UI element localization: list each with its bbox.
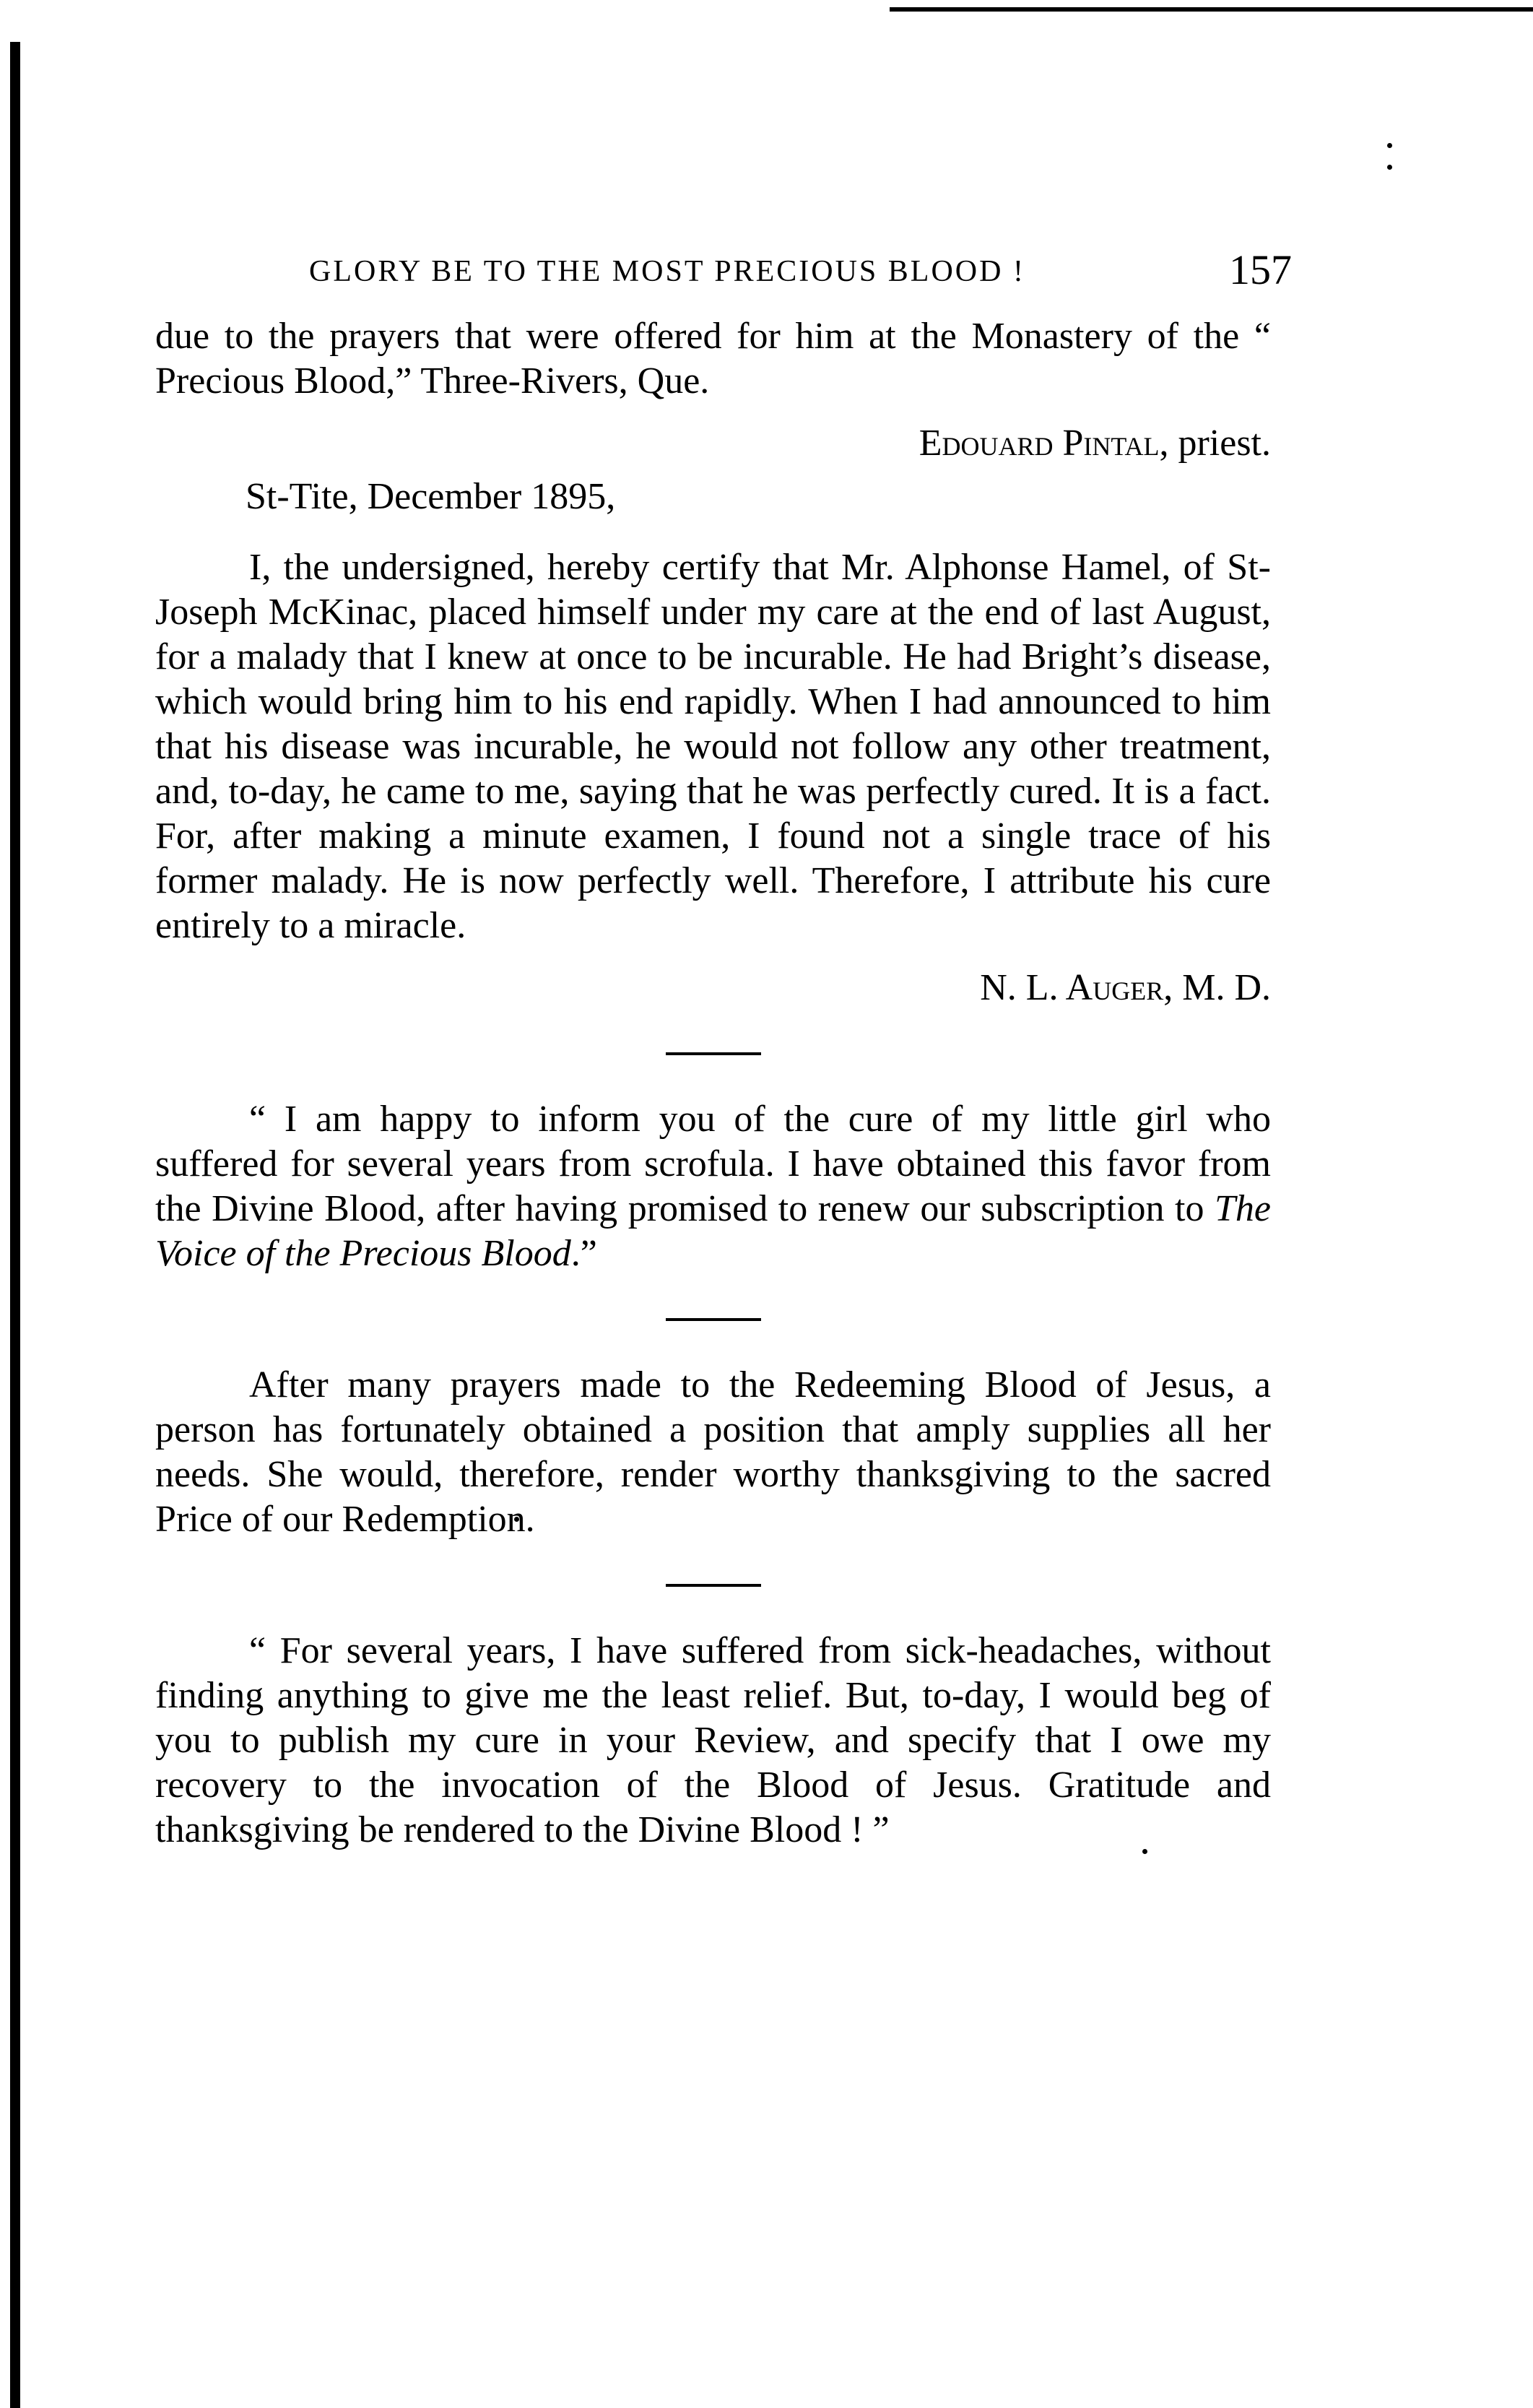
paragraph-headaches: “ For several years, I have suffered from sick-headaches, without finding anything to give me the least relief. But, to-day, I would beg of you to publish my cure in your Review, and specify that I owe my recovery to the invocation of the Blood of Jesus. Gratitude and thanksgiving be rendered to the Divine Blood ! ”	[155, 1630, 1271, 1850]
page-body	[155, 314, 1271, 1853]
section-divider	[666, 1584, 761, 1587]
signature-title: , priest.	[1159, 423, 1271, 464]
section-divider	[666, 1052, 761, 1055]
signature-auger: N. L. Auger, M. D.	[980, 967, 1271, 1008]
speck-mark	[1387, 143, 1392, 148]
dateline: St-Tite, December 1895,	[246, 476, 616, 517]
paragraph-text-end: .”	[570, 1233, 597, 1274]
signature-name: Edouard Pintal	[919, 423, 1160, 464]
paragraph-continued: due to the prayers that were offered for him at the Monastery of the “ Precious Blood,” Three-Rivers, Que.	[155, 316, 1271, 402]
page-number: 157	[1229, 246, 1292, 293]
paragraph-position: After many prayers made to the Redeeming Blood of Jesus, a person has fortunately obtained a position that amply supplies all her needs. She would, therefore, render worthy thanksgiving to the sacred Price of our Redemption.	[155, 1364, 1271, 1540]
section-divider	[666, 1318, 761, 1321]
running-head: GLORY BE TO THE MOST PRECIOUS BLOOD !	[309, 255, 1025, 288]
publication-title: The Voice of the Precious Blood	[155, 1188, 1271, 1274]
paragraph-certificate: I, the undersigned, hereby certify that Mr. Alphonse Hamel, of St-Joseph McKinac, placed himself under my care at the end of last August, for a malady that I knew at once to be incurable. He had Bright’s disease, which would bring him to his end rapidly. When I had announced to him that his disease was incurable, he would not follow any other treatment, and, to-day, he came to me, saying that he was perfectly cured. It is a fact. For, after making a minute examen, I found not a single trace of his former malady. He is now perfectly well. Therefore, I attribute his cure entirely to a miracle.	[155, 547, 1271, 946]
paragraph-scrofula	[155, 1097, 1271, 1276]
signature-pintal	[155, 421, 1271, 466]
paragraph-text: “ I am happy to inform you of the cure of my little girl who suffered for several years from scrofula. I have obtained this favor from the Divine Blood, after having promised to renew our subscription to	[155, 1099, 1271, 1229]
left-edge-rule	[10, 42, 20, 2408]
speck-mark	[1387, 165, 1392, 170]
top-edge-rule	[890, 7, 1533, 12]
